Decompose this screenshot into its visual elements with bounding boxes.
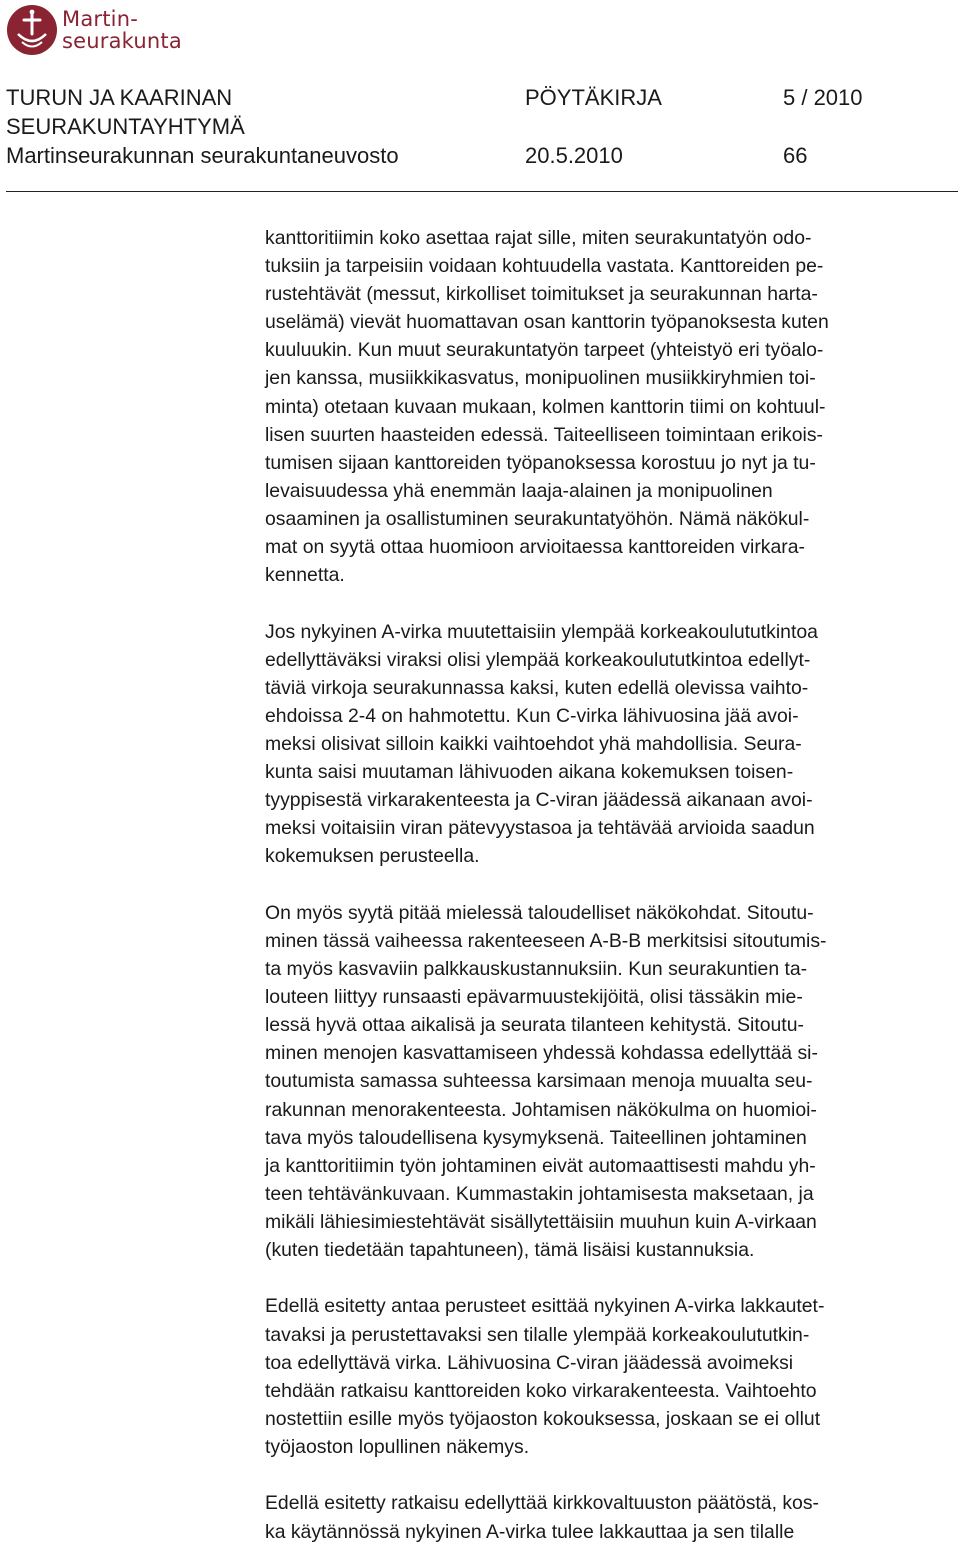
text-line: teen tehtävänkuvaan. Kummastakin johtamisesta maksetaan, ja <box>265 1182 814 1205</box>
text-line: tuksiin ja tarpeisiin voidaan kohtuudella vastata. Kanttoreiden pe- <box>265 255 824 278</box>
logo-wordmark <box>62 8 182 52</box>
text-line: levaisuudessa yhä enemmän laaja-alainen ja monipuolinen <box>265 479 773 502</box>
text-line: (kuten tiedetään tapahtuneen), tämä lisäisi kustannuksia. <box>265 1238 755 1261</box>
paragraph <box>265 1292 957 1461</box>
text-line: työjaoston lopullinen näkemys. <box>265 1435 530 1458</box>
document-type: PÖYTÄKIRJA <box>525 85 662 110</box>
text-line: lisen suurten haasteiden edessä. Taiteelliseen toimintaan erikois- <box>265 423 823 446</box>
paragraph-gap <box>265 1461 957 1489</box>
text-line: lessä hyvä ottaa aikalisä ja seurata tilanteen kehitystä. Sitoutu- <box>265 1014 804 1037</box>
text-line: toutumista samassa suhteessa karsimaan menoja muualta seu- <box>265 1070 813 1093</box>
text-line: kennetta. <box>265 564 345 587</box>
text-line: Edellä esitetty antaa perusteet esittää nykyinen A-virka lakkautet- <box>265 1295 825 1318</box>
text-line: meksi olisivat silloin kaikki vaihtoehdot yhä mahdollisia. Seura- <box>265 732 802 755</box>
text-line: tava myös taloudellisena kysymyksenä. Taiteellinen johtaminen <box>265 1126 807 1149</box>
text-line: minen tässä vaiheessa rakenteeseen A-B-B merkitsisi sitoutumis- <box>265 929 827 952</box>
text-line: kanttoritiimin koko asettaa rajat sille, miten seurakuntatyön odo- <box>265 227 812 249</box>
text-line: louteen liittyy runsaasti epävarmuustekijöitä, olisi tässäkin mie- <box>265 986 803 1009</box>
page-number: 66 <box>783 143 808 168</box>
paragraph-gap <box>265 1264 957 1292</box>
paragraph <box>265 618 957 871</box>
text-line: rakunnan menorakenteesta. Johtamisen näkökulma on huomioi- <box>265 1098 817 1121</box>
text-line: ta myös kasvaviin palkkauskustannuksiin. Kun seurakuntien ta- <box>265 958 808 981</box>
text-line: ka käytännössä nykyinen A-virka tulee lakkauttaa ja sen tilalle <box>265 1520 795 1543</box>
paragraph <box>265 899 957 1264</box>
paragraph <box>265 1489 957 1545</box>
text-line: kokemuksen perusteella. <box>265 845 480 868</box>
text-line: Jos nykyinen A-virka muutettaisiin ylempää korkeakoulututkintoa <box>265 620 818 643</box>
paragraph <box>265 224 957 589</box>
text-line: On myös syytä pitää mielessä taloudelliset näkökohdat. Sitoutu- <box>265 901 814 924</box>
document-body <box>265 224 957 1546</box>
text-line: mat on syytä ottaa huomioon arvioitaessa kanttoreiden virkara- <box>265 536 805 559</box>
text-line: tumisen sijaan kanttoreiden työpanoksessa korostuu jo nyt ja tu- <box>265 451 816 474</box>
meeting-date: 20.5.2010 <box>525 143 623 168</box>
header-divider <box>6 191 958 192</box>
paragraph-gap <box>265 870 957 898</box>
text-line: mikäli lähiesimiestehtävät sisällytettäisiin muuhun kuin A-virkaan <box>265 1210 817 1233</box>
text-line: minta) otetaan kuvaan mukaan, kolmen kanttorin tiimi on kohtuul- <box>265 395 826 418</box>
cross-seal-icon <box>6 4 58 56</box>
text-line: rustehtävät (messut, kirkolliset toimitukset ja seurakunnan harta- <box>265 283 818 306</box>
text-line: ja kanttoritiimin työn johtaminen eivät automaattisesti mahdu yh- <box>265 1154 816 1177</box>
organization-logo <box>6 4 182 56</box>
document-number: 5 / 2010 <box>783 85 863 110</box>
text-line: Edellä esitetty ratkaisu edellyttää kirkkovaltuuston päätöstä, kos- <box>265 1492 819 1515</box>
text-line: tehdään ratkaisu kanttoreiden koko virkarakenteesta. Vaihtoehto <box>265 1379 817 1402</box>
text-line: edellyttäväksi viraksi olisi ylempää korkeakoulututkintoa edellyt- <box>265 648 811 671</box>
text-line: toa edellyttävä virka. Lähivuosina C-viran jäädessä avoimeksi <box>265 1351 794 1374</box>
text-line: tavaksi ja perustettavaksi sen tilalle ylempää korkeakoulututkin- <box>265 1323 810 1346</box>
logo-line-2: seurakunta <box>62 29 182 53</box>
text-line: täviä virkoja seurakunnassa kaksi, kuten edellä olevissa vaihto- <box>265 676 809 699</box>
text-line: kunta saisi muutaman lähivuoden aikana kokemuksen toisen- <box>265 761 794 784</box>
text-line: uselämä) vievät huomattavan osan kanttorin työpanoksesta kuten <box>265 311 829 334</box>
text-line: meksi voitaisiin viran pätevyystasoa ja tehtävää arvioida saadun <box>265 817 815 840</box>
org-name-line-3: Martinseurakunnan seurakuntaneuvosto <box>6 143 399 168</box>
text-line: jen kanssa, musiikkikasvatus, monipuolinen musiikkiryhmien toi- <box>265 367 816 390</box>
text-line: tyyppisestä virkarakenteesta ja C-viran jäädessä aikanaan avoi- <box>265 789 813 812</box>
paragraph-gap <box>265 589 957 617</box>
org-name-line-2: SEURAKUNTAYHTYMÄ <box>6 114 245 139</box>
text-line: kuuluukin. Kun muut seurakuntatyön tarpeet (yhteistyö eri työalo- <box>265 339 824 362</box>
text-line: minen menojen kasvattamiseen yhdessä kohdassa edellyttää si- <box>265 1042 818 1065</box>
text-line: osaaminen ja osallistuminen seurakuntatyöhön. Nämä näkökul- <box>265 507 810 530</box>
logo-line-1: Martin- <box>62 7 138 31</box>
org-name-line-1: TURUN JA KAARINAN <box>6 85 233 110</box>
text-line: ehdoissa 2-4 on hahmotettu. Kun C-virka lähivuosina jää avoi- <box>265 704 799 727</box>
text-line: nostettiin esille myös työjaoston kokouksessa, joskaan se ei ollut <box>265 1407 821 1430</box>
